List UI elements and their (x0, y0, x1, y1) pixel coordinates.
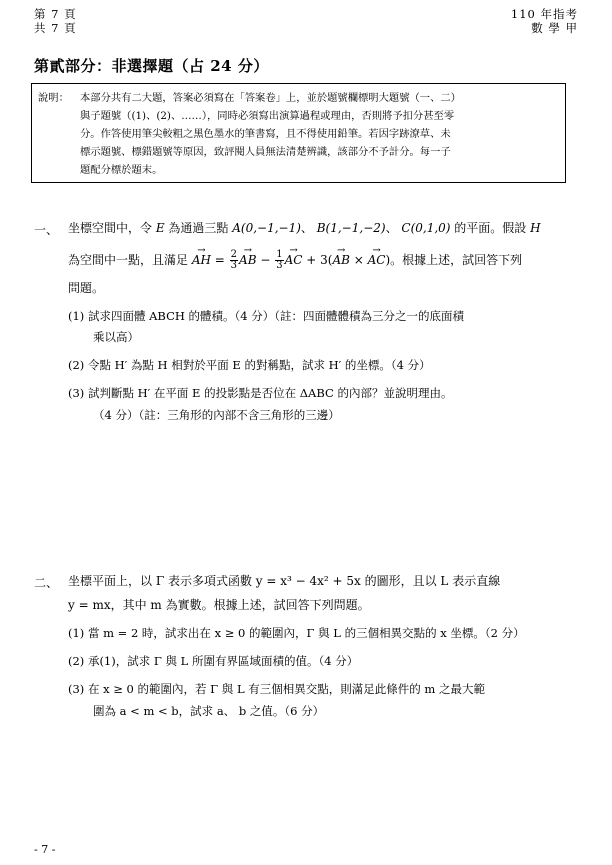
text: 為空間中一點，且滿足 (68, 253, 192, 267)
vector-ac: → AC (285, 253, 303, 267)
page-info (34, 7, 77, 35)
vector-ab: → AB (239, 253, 256, 267)
question-2-number: 二、 (34, 576, 59, 590)
vector-ac: → AC (368, 253, 386, 267)
question-2-sub-2: (2) 承(1)，試求 Γ 與 L 所圍有界區域面積的值。（4 分） (68, 654, 359, 668)
instructions-line: 與子題號（(1)、(2)、……），同時必須寫出演算過程或理由，否則將予扣分甚至零 (80, 110, 455, 122)
section-title: 第貳部分：非選擇題（占 24 分） (34, 57, 269, 75)
question-1-sub-3: (3) 試判斷點 H′ 在平面 E 的投影點是否位在 ΔABC 的內部？並說明理由。 (68, 386, 453, 400)
fraction (230, 250, 238, 271)
text: 、 (300, 221, 317, 235)
text: × (349, 253, 368, 267)
exam-info (511, 7, 578, 35)
instructions-body (80, 89, 559, 179)
numerator: 1 (276, 249, 283, 260)
question-2-line-2: y = mx，其中 m 為實數。根據上述，試回答下列問題。 (68, 598, 370, 612)
question-2-line-1: 坐標平面上，以 Γ 表示多項式函數 y = x³ − 4x² + 5x 的圖形，且以 L 表示直線 (68, 574, 501, 588)
instructions-line: 題配分標於題末。 (80, 164, 163, 176)
instructions-line: 標示題號、標錯題號等原因，致評閱人員無法清楚辨識，該部分不予計分。每一子 (80, 146, 451, 158)
text: 坐標空間中，令 (68, 221, 156, 235)
point-h: H (530, 221, 541, 235)
vector-ah: → AH (192, 253, 211, 267)
point-b: B(1,−1,−2) (316, 221, 386, 235)
text: = (210, 253, 229, 267)
exam-subject: 數 學 甲 (531, 21, 578, 35)
instructions-line: 本部分共有二大題，答案必須寫在「答案卷」上，並於題號欄標明大題號（一、二） (80, 92, 461, 104)
text: 、 (385, 221, 402, 235)
denominator: 3 (276, 260, 283, 271)
question-1-sub-3-cont: （4 分）（註：三角形的內部不含三角形的三邊） (93, 408, 340, 422)
text: + 3( (302, 253, 333, 267)
fraction (275, 250, 283, 271)
text: 為通過三點 (164, 221, 233, 235)
text: 。根據上述，試回答下列 (390, 253, 523, 267)
text: − (256, 253, 275, 267)
question-2-sub-3: (3) 在 x ≥ 0 的範圍內，若 Γ 與 L 有三個相異交點，則滿足此條件的 m 之最大範 (68, 682, 485, 696)
text: ) (385, 253, 391, 267)
point-a: A(0,−1,−1) (232, 221, 301, 235)
question-2-sub-1: (1) 當 m = 2 時，試求出在 x ≥ 0 的範圍內，Γ 與 L 的三個相異交點的 x 坐標。（2 分） (68, 626, 525, 640)
question-1-line-1 (68, 221, 541, 235)
exam-name: 110 年指考 (510, 7, 578, 21)
question-2-sub-3-cont: 圍為 a < m < b，試求 a、 b 之值。（6 分） (93, 704, 325, 718)
text: 的平面。假設 (450, 221, 531, 235)
page-number-footer: - 7 - (34, 843, 56, 856)
instructions-line: 分。作答使用筆尖較粗之黑色墨水的筆書寫，且不得使用鉛筆。若因字跡潦草、未 (80, 128, 451, 140)
question-1-sub-1: (1) 試求四面體 ABCH 的體積。（4 分）（註：四面體體積為三分之一的底面積 (68, 309, 465, 323)
page-total: 共 7 頁 (34, 21, 77, 35)
denominator: 3 (230, 260, 238, 271)
page-current: 第 7 頁 (34, 7, 77, 21)
vector-ab: → AB (332, 253, 349, 267)
numerator: 2 (230, 249, 238, 260)
plane-e: E (155, 221, 165, 235)
instructions-lead: 說明： (38, 92, 69, 104)
question-1-number: 一、 (34, 223, 59, 237)
question-1-sub-1-cont: 乘以高） (93, 330, 139, 344)
question-1-line-2 (68, 250, 522, 271)
question-1-sub-2: (2) 令點 H′ 為點 H 相對於平面 E 的對稱點，試求 H′ 的坐標。（4 分） (68, 358, 431, 372)
point-c: C(0,1,0) (401, 221, 451, 235)
instructions-box (31, 83, 566, 183)
question-1-line-3: 問題。 (68, 281, 105, 295)
